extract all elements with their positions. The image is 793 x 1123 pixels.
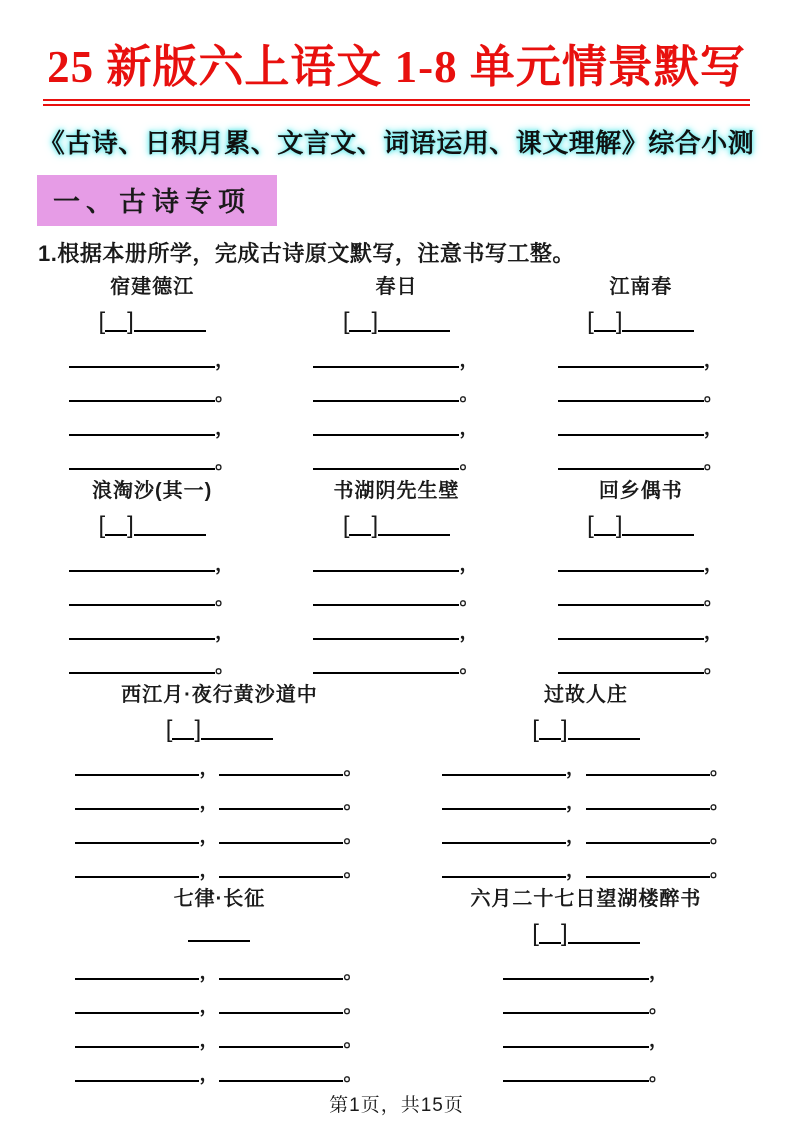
period-mark: 。 bbox=[709, 757, 729, 779]
fill-in-blank bbox=[558, 598, 704, 606]
comma-mark: ， bbox=[459, 553, 479, 575]
verse-blank-line bbox=[409, 1014, 763, 1051]
bracket-close: ] bbox=[127, 307, 134, 335]
fill-in-blank bbox=[69, 632, 215, 640]
comma-mark: ， bbox=[199, 825, 219, 847]
fill-in-blank bbox=[586, 870, 710, 878]
bracket-open: [ bbox=[165, 715, 173, 743]
poems-grid bbox=[0, 272, 793, 1090]
fill-in-blank bbox=[75, 836, 199, 844]
author-name-blank bbox=[378, 528, 450, 536]
page-subtitle: 《古诗、日积月累、文言文、词语运用、课文理解》综合小测 bbox=[38, 127, 755, 158]
period-mark: 。 bbox=[343, 1029, 363, 1051]
poem-title: 书湖阴先生壁 bbox=[333, 479, 460, 502]
comma-mark: ， bbox=[648, 1029, 668, 1051]
period-mark: 。 bbox=[343, 1063, 363, 1085]
fill-in-blank bbox=[558, 394, 704, 402]
comma-mark: ， bbox=[565, 757, 585, 779]
poem-block bbox=[409, 886, 763, 1085]
verse-blank-line bbox=[409, 844, 763, 881]
author-dynasty-blank bbox=[539, 936, 561, 944]
period-mark: 。 bbox=[343, 995, 363, 1017]
period-mark: 。 bbox=[343, 825, 363, 847]
poem-row bbox=[30, 886, 763, 1085]
fill-in-blank bbox=[503, 1074, 649, 1082]
comma-mark: ， bbox=[648, 961, 668, 983]
period-mark: 。 bbox=[459, 451, 479, 473]
author-name-blank bbox=[622, 528, 694, 536]
period-mark: 。 bbox=[343, 757, 363, 779]
page-title-wrap bbox=[0, 42, 793, 106]
verse-blank-line bbox=[519, 436, 763, 473]
period-mark: 。 bbox=[459, 587, 479, 609]
verse-blank-line bbox=[409, 810, 763, 847]
fill-in-blank bbox=[503, 1040, 649, 1048]
comma-mark: ， bbox=[565, 825, 585, 847]
period-mark: 。 bbox=[459, 383, 479, 405]
fill-in-blank bbox=[442, 802, 566, 810]
comma-mark: ， bbox=[199, 1063, 219, 1085]
bracket-close: ] bbox=[615, 307, 623, 335]
poem-block bbox=[30, 886, 409, 1085]
bracket-open: [ bbox=[532, 919, 539, 947]
author-name-blank bbox=[568, 732, 640, 740]
comma-mark: ， bbox=[703, 417, 723, 439]
fill-in-blank bbox=[75, 1006, 199, 1014]
fill-in-blank bbox=[442, 870, 566, 878]
period-mark: 。 bbox=[343, 859, 363, 881]
fill-in-blank bbox=[313, 462, 459, 470]
comma-mark: ， bbox=[565, 859, 585, 881]
comma-mark: ， bbox=[459, 621, 479, 643]
author-blank-line bbox=[274, 300, 518, 335]
verse-blank-line bbox=[30, 1048, 409, 1085]
instruction-text: 1.根据本册所学，完成古诗原文默写，注意书写工整。 bbox=[38, 240, 575, 266]
author-dynasty-blank bbox=[105, 528, 127, 536]
fill-in-blank bbox=[558, 666, 704, 674]
poem-block bbox=[274, 274, 518, 473]
fill-in-blank bbox=[69, 360, 215, 368]
fill-in-blank bbox=[313, 428, 459, 436]
fill-in-blank bbox=[69, 666, 215, 674]
author-blank-line bbox=[519, 504, 763, 539]
fill-in-blank bbox=[219, 836, 343, 844]
period-mark: 。 bbox=[459, 655, 479, 677]
bracket-close: ] bbox=[560, 715, 568, 743]
comma-mark: ， bbox=[215, 621, 235, 643]
verse-blank-line bbox=[274, 572, 518, 609]
fill-in-blank bbox=[503, 972, 649, 980]
fill-in-blank bbox=[313, 564, 459, 572]
verse-blank-line bbox=[519, 368, 763, 405]
verse-blank-line bbox=[274, 368, 518, 405]
verse-blank-line bbox=[30, 810, 409, 847]
fill-in-blank bbox=[75, 1074, 199, 1082]
fill-in-blank bbox=[219, 1040, 343, 1048]
fill-in-blank bbox=[442, 836, 566, 844]
poem-title: 七律·长征 bbox=[173, 887, 266, 910]
period-mark: 。 bbox=[709, 825, 729, 847]
comma-mark: ， bbox=[703, 349, 723, 371]
bracket-close: ] bbox=[615, 511, 623, 539]
poem-title: 过故人庄 bbox=[543, 683, 628, 706]
fill-in-blank bbox=[75, 1040, 199, 1048]
poem-block bbox=[30, 274, 274, 473]
author-name-blank bbox=[622, 324, 694, 332]
comma-mark: ， bbox=[703, 553, 723, 575]
author-blank-line bbox=[519, 300, 763, 335]
fill-in-blank bbox=[69, 394, 215, 402]
verse-blank-line bbox=[30, 572, 274, 609]
fill-in-blank bbox=[219, 972, 343, 980]
verse-blank-line bbox=[30, 334, 274, 371]
poem-title: 春日 bbox=[375, 275, 418, 298]
poem-block bbox=[30, 682, 409, 881]
comma-mark: ， bbox=[215, 417, 235, 439]
comma-mark: ， bbox=[459, 417, 479, 439]
period-mark: 。 bbox=[343, 961, 363, 983]
bracket-close: ] bbox=[194, 715, 202, 743]
verse-blank-line bbox=[30, 980, 409, 1017]
poem-title: 六月二十七日望湖楼醉书 bbox=[470, 887, 702, 910]
fill-in-blank bbox=[442, 768, 566, 776]
poem-title: 宿建德江 bbox=[110, 275, 195, 298]
fill-in-blank bbox=[558, 360, 704, 368]
period-mark: 。 bbox=[703, 383, 723, 405]
verse-blank-line bbox=[30, 606, 274, 643]
comma-mark: ， bbox=[199, 961, 219, 983]
fill-in-blank bbox=[219, 768, 343, 776]
verse-blank-line bbox=[519, 572, 763, 609]
fill-in-blank bbox=[75, 802, 199, 810]
fill-in-blank bbox=[219, 802, 343, 810]
period-mark: 。 bbox=[703, 655, 723, 677]
author-blank-line bbox=[409, 912, 763, 947]
verse-blank-line bbox=[274, 606, 518, 643]
verse-blank-line bbox=[519, 402, 763, 439]
period-mark: 。 bbox=[343, 791, 363, 813]
bracket-open: [ bbox=[532, 715, 539, 743]
verse-blank-line bbox=[409, 946, 763, 983]
comma-mark: ， bbox=[565, 791, 585, 813]
author-dynasty-blank bbox=[105, 324, 127, 332]
fill-in-blank bbox=[558, 632, 704, 640]
comma-mark: ， bbox=[199, 791, 219, 813]
fill-in-blank bbox=[69, 462, 215, 470]
verse-blank-line bbox=[274, 640, 518, 677]
author-blank-line bbox=[409, 708, 763, 743]
fill-in-blank bbox=[558, 428, 704, 436]
author-blank-line bbox=[30, 912, 409, 944]
verse-blank-line bbox=[30, 946, 409, 983]
verse-blank-line bbox=[30, 538, 274, 575]
fill-in-blank bbox=[219, 1074, 343, 1082]
bracket-open: [ bbox=[587, 511, 594, 539]
bracket-close: ] bbox=[127, 511, 134, 539]
verse-blank-line bbox=[409, 980, 763, 1017]
verse-blank-line bbox=[519, 640, 763, 677]
fill-in-blank bbox=[586, 836, 710, 844]
fill-in-blank bbox=[69, 428, 215, 436]
fill-in-blank bbox=[313, 632, 459, 640]
author-dynasty-blank bbox=[349, 528, 371, 536]
verse-blank-line bbox=[409, 1048, 763, 1085]
page-title: 25 新版六上语文 1-8 单元情景默写 bbox=[43, 42, 750, 106]
fill-in-blank bbox=[586, 802, 710, 810]
verse-blank-line bbox=[519, 334, 763, 371]
poem-row bbox=[30, 682, 763, 881]
author-name-blank bbox=[568, 936, 640, 944]
verse-blank-line bbox=[519, 538, 763, 575]
author-blank-line bbox=[30, 504, 274, 539]
poem-row bbox=[30, 274, 763, 473]
comma-mark: ， bbox=[215, 553, 235, 575]
period-mark: 。 bbox=[709, 859, 729, 881]
author-blank-line bbox=[274, 504, 518, 539]
poem-block bbox=[519, 274, 763, 473]
verse-blank-line bbox=[274, 538, 518, 575]
fill-in-blank bbox=[558, 564, 704, 572]
verse-blank-line bbox=[30, 742, 409, 779]
comma-mark: ， bbox=[459, 349, 479, 371]
fill-in-blank bbox=[558, 462, 704, 470]
page-footer: 第1页，共15页 bbox=[329, 1094, 464, 1116]
period-mark: 。 bbox=[703, 587, 723, 609]
author-dynasty-blank bbox=[349, 324, 371, 332]
verse-blank-line bbox=[30, 776, 409, 813]
bracket-open: [ bbox=[587, 307, 594, 335]
fill-in-blank bbox=[75, 768, 199, 776]
comma-mark: ， bbox=[215, 349, 235, 371]
comma-mark: ， bbox=[199, 859, 219, 881]
author-name-blank bbox=[134, 528, 206, 536]
poem-row bbox=[30, 478, 763, 677]
fill-in-blank bbox=[69, 598, 215, 606]
author-dynasty-blank bbox=[594, 528, 616, 536]
author-name-blank bbox=[201, 732, 273, 740]
poem-title: 回乡偶书 bbox=[598, 479, 683, 502]
bracket-close: ] bbox=[560, 919, 568, 947]
bracket-open: [ bbox=[98, 307, 106, 335]
author-dynasty-blank bbox=[539, 732, 561, 740]
bracket-open: [ bbox=[342, 307, 350, 335]
poem-title: 西江月·夜行黄沙道中 bbox=[121, 683, 318, 706]
bracket-close: ] bbox=[371, 307, 379, 335]
fill-in-blank bbox=[586, 768, 710, 776]
verse-blank-line bbox=[30, 844, 409, 881]
author-blank-line bbox=[30, 300, 274, 335]
fill-in-blank bbox=[69, 564, 215, 572]
verse-blank-line bbox=[30, 436, 274, 473]
poem-title: 浪淘沙(其一) bbox=[92, 479, 213, 502]
author-blank-line bbox=[30, 708, 409, 743]
fill-in-blank bbox=[75, 972, 199, 980]
author-dynasty-blank bbox=[172, 732, 194, 740]
poem-block bbox=[274, 478, 518, 677]
bracket-open: [ bbox=[98, 511, 106, 539]
comma-mark: ， bbox=[199, 1029, 219, 1051]
period-mark: 。 bbox=[215, 451, 235, 473]
fill-in-blank bbox=[313, 598, 459, 606]
author-dynasty-blank bbox=[594, 324, 616, 332]
poem-title: 江南春 bbox=[609, 275, 673, 298]
verse-blank-line bbox=[409, 742, 763, 779]
verse-blank-line bbox=[274, 334, 518, 371]
fill-in-blank bbox=[219, 1006, 343, 1014]
poem-block bbox=[519, 478, 763, 677]
verse-blank-line bbox=[519, 606, 763, 643]
fill-in-blank bbox=[219, 870, 343, 878]
poem-block bbox=[409, 682, 763, 881]
fill-in-blank bbox=[313, 666, 459, 674]
period-mark: 。 bbox=[648, 1063, 668, 1085]
fill-in-blank bbox=[313, 394, 459, 402]
period-mark: 。 bbox=[703, 451, 723, 473]
comma-mark: ， bbox=[703, 621, 723, 643]
period-mark: 。 bbox=[215, 383, 235, 405]
verse-blank-line bbox=[30, 640, 274, 677]
verse-blank-line bbox=[274, 436, 518, 473]
verse-blank-line bbox=[409, 776, 763, 813]
fill-in-blank bbox=[75, 870, 199, 878]
period-mark: 。 bbox=[648, 995, 668, 1017]
verse-blank-line bbox=[274, 402, 518, 439]
bracket-open: [ bbox=[342, 511, 350, 539]
section-header: 一、古诗专项 bbox=[37, 175, 277, 226]
poem-block bbox=[30, 478, 274, 677]
bracket-close: ] bbox=[371, 511, 379, 539]
author-name-blank bbox=[188, 934, 250, 942]
author-name-blank bbox=[378, 324, 450, 332]
comma-mark: ， bbox=[199, 995, 219, 1017]
period-mark: 。 bbox=[709, 791, 729, 813]
fill-in-blank bbox=[313, 360, 459, 368]
author-name-blank bbox=[134, 324, 206, 332]
verse-blank-line bbox=[30, 368, 274, 405]
verse-blank-line bbox=[30, 1014, 409, 1051]
verse-blank-line bbox=[30, 402, 274, 439]
comma-mark: ， bbox=[199, 757, 219, 779]
fill-in-blank bbox=[503, 1006, 649, 1014]
period-mark: 。 bbox=[215, 587, 235, 609]
period-mark: 。 bbox=[215, 655, 235, 677]
